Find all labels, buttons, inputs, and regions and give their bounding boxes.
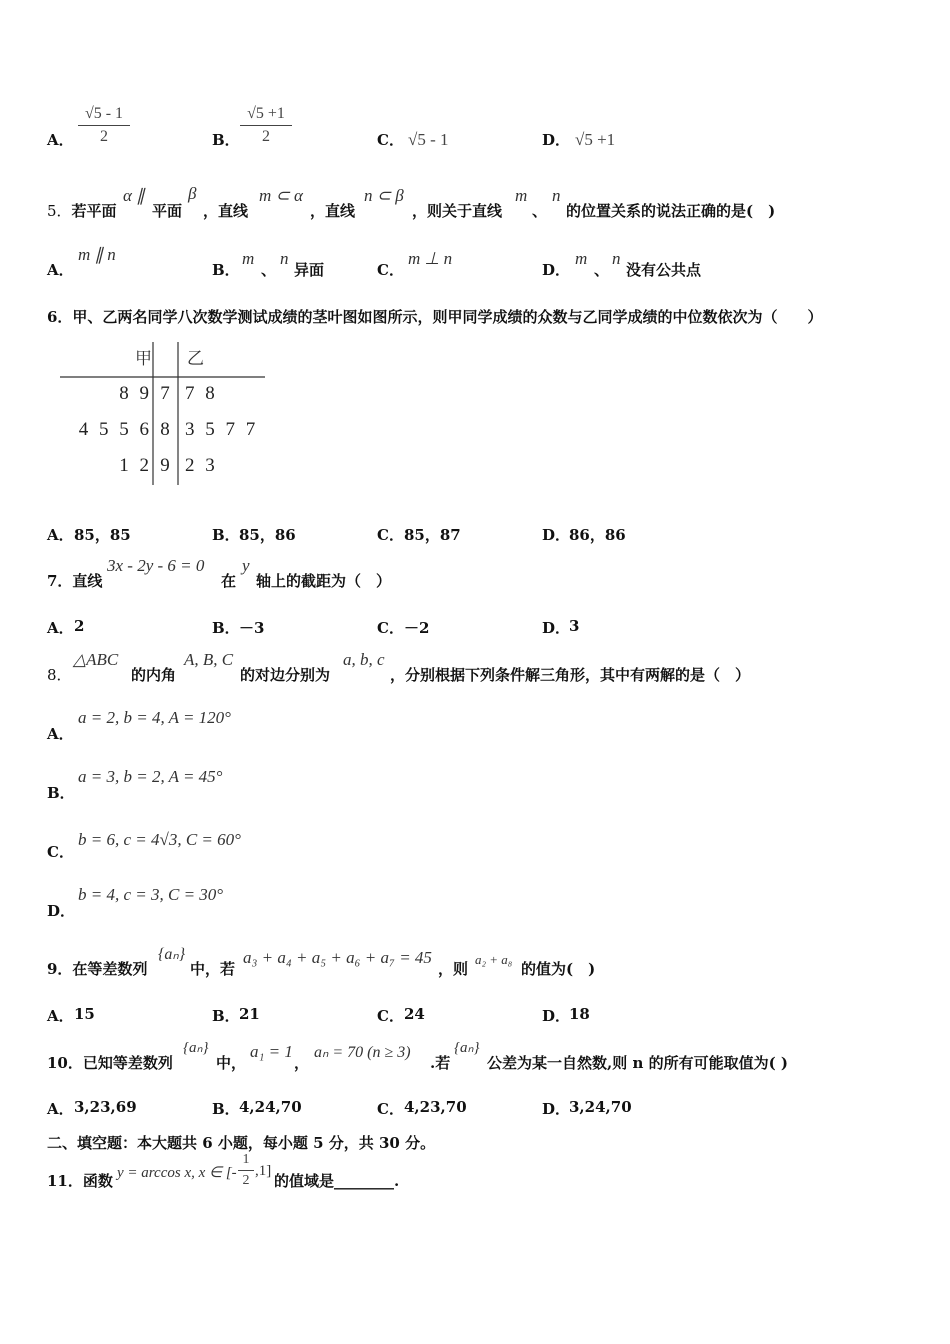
q4-option-d-label: D． — [542, 131, 571, 149]
q10-option-a-label: A． — [47, 1100, 74, 1118]
q11-math-part-a: y = arccos x, x ∈ [- — [117, 1165, 237, 1181]
q7-option-c-label: C． — [377, 619, 404, 637]
q5-option-b-n: n — [280, 249, 289, 268]
q4-option-b-label: B． — [212, 131, 240, 149]
q11-math-part-b: ,1] — [255, 1163, 272, 1179]
q6-option-d-text: 86，86 — [569, 526, 626, 544]
q9-option-d-text: 18 — [569, 1005, 590, 1023]
q9-text-1: 中，若 — [190, 960, 236, 978]
q9-math-sum: a₃ + a₄ + a₅ + a₆ + a₇ = 45 — [243, 948, 432, 967]
q11-math-fraction — [238, 1152, 254, 1189]
q10-option-c-label: C． — [377, 1100, 404, 1118]
q5-option-b-sep: 、 — [261, 261, 277, 279]
q7-option-b-label: B． — [212, 619, 240, 637]
section-2-title: 二、填空题：本大题共 6 小题，每小题 5 分，共 30 分。 — [47, 1134, 436, 1152]
q10-option-c-text: 4,23,70 — [404, 1098, 467, 1116]
q4-b-numerator: √5 +1 — [247, 105, 285, 122]
q6-stem: 6．甲、乙两名同学八次数学测试成绩的茎叶图如图所示，则甲同学成绩的众数与乙同学成绩的中位数依次为（ ） — [47, 308, 823, 326]
stem-leaf-row-3-left: 1 2 — [119, 455, 149, 476]
q10-math-sequence-2: {aₙ} — [454, 1040, 480, 1056]
q5-option-a-math: m ∥ n — [78, 245, 116, 264]
q9-option-c-label: C． — [377, 1007, 404, 1025]
q6-option-a-text: 85，85 — [74, 526, 131, 544]
q8-option-a-math: a = 2, b = 4, A = 120° — [78, 708, 231, 727]
q9-option-a-label: A． — [47, 1007, 74, 1025]
q7-math-y: y — [242, 556, 250, 575]
q7-text-3: 轴上的截距为（ ） — [256, 572, 392, 590]
q4-a-numerator: √5 - 1 — [84, 105, 124, 122]
q9-math-target: a₂ + a₈ — [475, 952, 513, 967]
q5-text-6: 、 — [532, 202, 548, 220]
q5-option-d-text: 没有公共点 — [626, 261, 702, 279]
q5-text-1: 若平面 — [71, 202, 117, 220]
q7-option-c-text: －2 — [404, 619, 430, 637]
q9-text-3: 的值为( ) — [521, 960, 596, 978]
q8-math-triangle: △ABC — [73, 650, 119, 669]
q8-option-a-label: A． — [47, 725, 74, 743]
q10-text-2: ， — [294, 1054, 310, 1072]
q10-math-an: aₙ = 70 (n ≥ 3) — [314, 1044, 411, 1061]
q5-text-5: ，则关于直线 — [412, 202, 503, 220]
stem-leaf-row-2-left: 4 5 5 6 — [78, 419, 149, 440]
q10-text-4: 公差为某一自然数,则 n 的所有可能取值为( ) — [487, 1054, 788, 1072]
q8-option-d-label: D． — [47, 902, 76, 920]
q5-option-b-m: m — [242, 249, 255, 268]
q5-option-a-label: A． — [47, 261, 74, 279]
q11-frac-denominator: 2 — [238, 1170, 254, 1189]
q4-option-a-fraction — [78, 105, 130, 146]
q7-math-line: 3x - 2y - 6 = 0 — [107, 556, 205, 575]
stem-leaf-row-2-stem: 8 — [160, 419, 170, 440]
q7-option-d-text: 3 — [569, 617, 580, 635]
q9-option-c-text: 24 — [404, 1005, 425, 1023]
q10-option-d-label: D． — [542, 1100, 571, 1118]
q5-number: 5． — [47, 202, 72, 220]
q5-text-4: ，直线 — [310, 202, 356, 220]
stem-leaf-header-left: 甲 — [135, 349, 152, 368]
q8-text-3: ，分别根据下列条件解三角形，其中有两解的是（ ） — [390, 666, 751, 684]
q5-text-3: ，直线 — [203, 202, 249, 220]
stem-leaf-row-3-stem: 9 — [160, 455, 170, 476]
q4-option-c-label: C． — [377, 131, 404, 149]
q8-math-angles: A, B, C — [184, 650, 234, 669]
q10-option-a-text: 3,23,69 — [74, 1098, 137, 1116]
q5-text-7: 的位置关系的说法正确的是( ) — [566, 202, 776, 220]
q7-option-d-label: D． — [542, 619, 571, 637]
q10-math-sequence: {aₙ} — [183, 1040, 209, 1056]
q5-math-m-subset-alpha: m ⊂ α — [259, 186, 303, 205]
q8-text-2: 的对边分别为 — [240, 666, 331, 684]
q11-number: 11．函数 — [47, 1172, 113, 1190]
q10-option-d-text: 3,24,70 — [569, 1098, 632, 1116]
q9-option-d-label: D． — [542, 1007, 571, 1025]
q10-text-1: 中， — [216, 1054, 247, 1072]
q4-option-d-math: √5 +1 — [575, 130, 616, 149]
q7-text-2: 在 — [221, 572, 237, 590]
q10-math-a1: a₁ = 1 — [250, 1042, 293, 1061]
q5-option-d-m: m — [575, 249, 588, 268]
q4-option-a-label: A． — [47, 131, 74, 149]
q7-option-a-label: A． — [47, 619, 74, 637]
q9-number: 9．在等差数列 — [47, 960, 148, 978]
q10-option-b-label: B． — [212, 1100, 240, 1118]
q7-option-a-text: 2 — [74, 617, 85, 635]
q8-option-d-math: b = 4, c = 3, C = 30° — [78, 885, 224, 904]
q9-option-b-label: B． — [212, 1007, 240, 1025]
stem-leaf-row-1-stem: 7 — [160, 383, 170, 404]
q4-option-b-fraction — [240, 105, 292, 146]
q8-option-c-math: b = 6, c = 4√3, C = 60° — [78, 830, 241, 849]
q8-option-b-label: B． — [47, 784, 75, 802]
q5-option-c-label: C． — [377, 261, 404, 279]
q8-math-sides: a, b, c — [343, 650, 385, 669]
stem-leaf-row-1-left: 8 9 — [119, 383, 149, 404]
q5-option-d-label: D． — [542, 261, 571, 279]
stem-leaf-plot — [45, 340, 275, 490]
q6-option-a-label: A． — [47, 526, 74, 544]
q5-option-d-n: n — [612, 249, 621, 268]
q6-option-b-text: 85，86 — [239, 526, 296, 544]
q5-math-m: m — [515, 186, 528, 205]
q10-number: 10．已知等差数列 — [47, 1054, 173, 1072]
q6-option-d-label: D． — [542, 526, 571, 544]
q8-option-c-label: C． — [47, 843, 74, 861]
q7-option-b-text: －3 — [239, 619, 265, 637]
q5-math-n-subset-beta: n ⊂ β — [364, 186, 404, 205]
q6-option-b-label: B． — [212, 526, 240, 544]
q5-option-b-label: B． — [212, 261, 240, 279]
q6-option-c-text: 85，87 — [404, 526, 461, 544]
q9-option-a-text: 15 — [74, 1005, 95, 1023]
q5-math-beta: β — [188, 184, 197, 203]
q4-a-denominator: 2 — [78, 125, 130, 146]
q5-math-alpha-parallel: α ∥ — [123, 186, 145, 205]
q5-text-2: 平面 — [152, 202, 183, 220]
q4-option-c-math: √5 - 1 — [408, 130, 449, 149]
q5-option-d-sep: 、 — [594, 261, 610, 279]
q10-option-b-text: 4,24,70 — [239, 1098, 302, 1116]
q11-frac-numerator: 1 — [242, 1152, 250, 1167]
stem-leaf-row-1-right: 7 8 — [185, 383, 215, 404]
q10-text-3: .若 — [430, 1054, 451, 1072]
q4-b-denominator: 2 — [240, 125, 292, 146]
stem-leaf-header-right: 乙 — [187, 349, 204, 368]
q6-option-c-label: C． — [377, 526, 404, 544]
q11-text-2: 的值域是________. — [274, 1172, 400, 1190]
q9-text-2: ，则 — [438, 960, 469, 978]
q5-option-c-math: m ⊥ n — [408, 249, 453, 268]
q7-number: 7．直线 — [47, 572, 103, 590]
q5-math-n: n — [552, 186, 561, 205]
q8-option-b-math: a = 3, b = 2, A = 45° — [78, 767, 223, 786]
stem-leaf-row-3-right: 2 3 — [185, 455, 215, 476]
q9-option-b-text: 21 — [239, 1005, 260, 1023]
q8-text-1: 的内角 — [131, 666, 177, 684]
stem-leaf-row-2-right: 3 5 7 7 — [185, 419, 256, 440]
q5-stem — [47, 200, 117, 221]
q9-math-sequence: {aₙ} — [158, 946, 186, 963]
q5-option-b-text: 异面 — [294, 261, 325, 279]
q8-number: 8． — [47, 666, 72, 684]
